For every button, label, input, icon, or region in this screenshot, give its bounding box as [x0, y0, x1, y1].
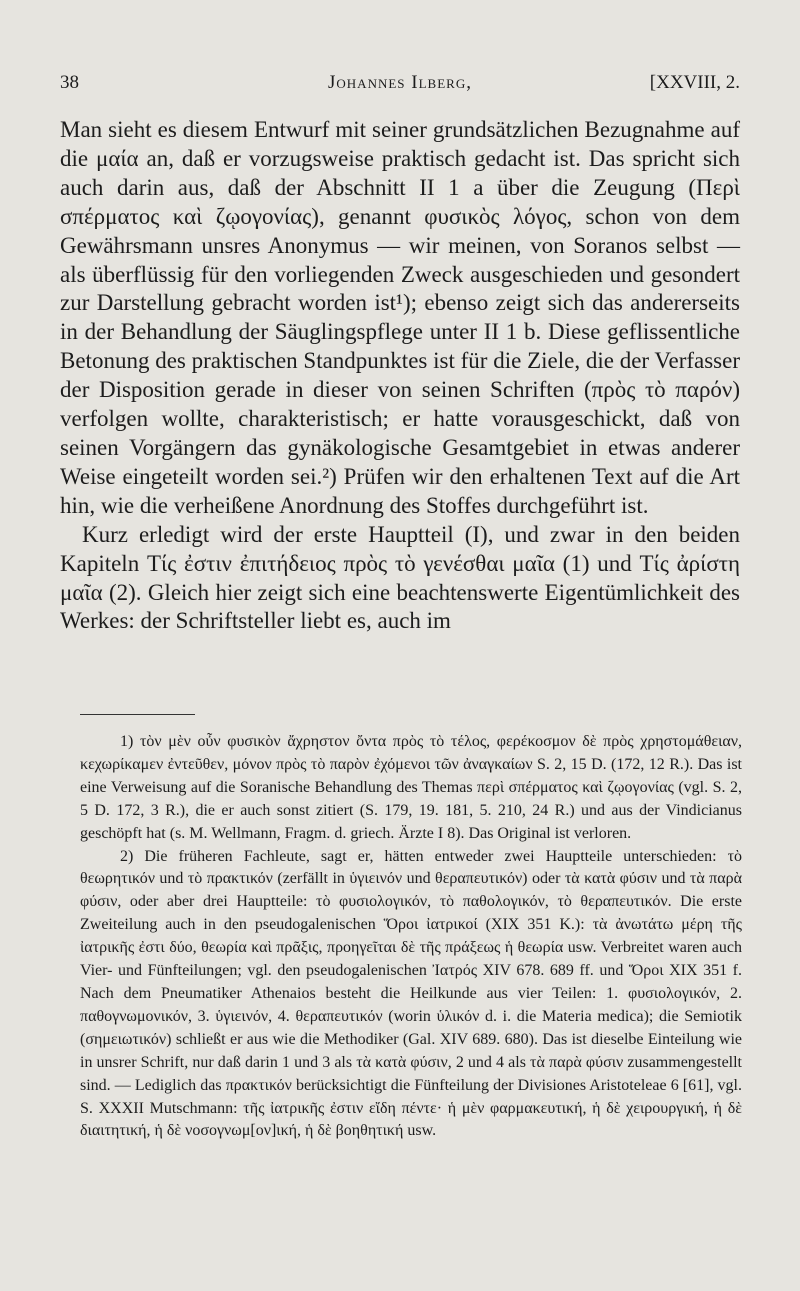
- footnote-2: 2) Die früheren Fachleute, sagt er, hätten entweder zwei Hauptteile unterschieden: τὸ θεωρητικόν und τὸ πρακτικόν (zerfällt in ὑγιεινόν und θεραπευτικόν) oder τὰ κατὰ φύσιν und τὰ παρὰ φύσιν, oder aber drei Hauptteile: τὸ φυσιολογικόν, τὸ παθολογικόν, τὸ θεραπευτικόν. Die erste Zweiteilung auch in den pseudogalenischen Ὅροι ἰατρικοί (XIX 351 K.): τὰ ἀνωτάτω μέρη τῆς ἰατρικῆς ἐστι δύο, θεωρία καὶ πρᾶξις, προηγεῖται δὲ τῆς πράξεως ἡ θεωρία usw. Verbreitet waren auch Vier- und Fünfteilungen; vgl. den pseudogalenischen Ἰατρός XIV 678. 689 ff. und Ὅροι XIX 351 f. Nach dem Pneumatiker Athenaios besteht die Heilkunde aus vier Teilen: 1. φυσιολογικόν, 2. παθογνωμονικόν, 3. ὑγιεινόν, 4. θεραπευτικόν (worin ὑλικόν d. i. die Materia medica); die Semiotik (σημειωτικόν) schließt er aus wie die Methodiker (Gal. XIV 689. 680). Das ist dieselbe Einteilung wie in unsrer Schrift, nur daß darin 1 und 3 als τὰ κατὰ φύσιν, 2 und 4 als τὰ παρὰ φύσιν zusammengestellt sind. — Lediglich das πρακτικόν berücksichtigt die Fünfteilung der Divisiones Aristoteleae 6 [61], vgl. S. XXXII Mutschmann: τῆς ἰατρικῆς ἐστιν εἴδη πέντε· ἡ μὲν φαρμακευτική, ἡ δὲ χειρουργική, ἡ δὲ διαιτητική, ἡ δὲ νοσογνωμ[ον]ική, ἡ δὲ βοηθητική usw.: [80, 847, 742, 1140]
- footnotes: [80, 731, 742, 1143]
- running-header: [60, 72, 740, 102]
- page-number: 38: [60, 72, 79, 93]
- footnote-1: 1) τὸν μὲν οὖν φυσικὸν ἄχρηστον ὄντα πρὸς τὸ τέλος, φερέκοσμον δὲ πρὸς χρηστομάθειαν, κεχωρίκαμεν ἐντεῦθεν, μόνον πρὸς τὸ παρὸν ἐχόμενοι τῶν ἀναγκαίων S. 2, 15 D. (172, 12 R.). Das ist eine Verweisung auf die Soranische Behandlung des Themas περὶ σπέρματος καὶ ζῳογονίας (vgl. S. 2, 5 D. 172, 3 R.), die er auch sonst zitiert (S. 179, 19. 181, 5. 210, 24 R.) und aus der Vindicianus geschöpft hat (s. M. Wellmann, Fragm. d. griech. Ärzte I 8). Das Original ist verloren.: [80, 733, 742, 842]
- running-title: Johannes Ilberg,: [328, 72, 472, 93]
- footnote-divider: [80, 714, 195, 715]
- volume-reference: [XXVIII, 2.: [649, 72, 740, 93]
- main-text: [60, 116, 740, 636]
- paragraph: Kurz erledigt wird der erste Hauptteil (I), und zwar in den beiden Kapiteln Τίς ἐστιν ἐπιτήδειος πρὸς τὸ γενέσθαι μαῖα (1) und Τίς ἀρίστη μαῖα (2). Gleich hier zeigt sich eine beachtenswerte Eigentümlichkeit des Werkes: der Schriftsteller liebt es, auch im: [60, 521, 740, 634]
- paragraph: Man sieht es diesem Entwurf mit seiner grundsätzlichen Bezugnahme auf die μαία an, daß er vorzugsweise praktisch gedacht ist. Das spricht sich auch darin aus, daß der Abschnitt II 1 a über die Zeugung (Περὶ σπέρματος καὶ ζῳογονίας), genannt φυσικὸς λόγος, schon von dem Gewährsmann unsres Anonymus — wir meinen, von Soranos selbst — als überflüssig für den vorliegenden Zweck ausgeschieden und gesondert zur Darstellung gebracht worden ist¹); ebenso zeigt sich das andererseits in der Behandlung der Säuglingspflege unter II 1 b. Diese geflissentliche Betonung des praktischen Standpunktes ist für die Ziele, die der Verfasser der Disposition gerade in dieser von seinen Schriften (πρὸς τὸ παρόν) verfolgen wollte, charakteristisch; er hatte vorausgeschickt, daß von seinen Vorgängern das gynäkologische Gesamtgebiet in etwas anderer Weise eingeteilt worden sei.²) Prüfen wir den erhaltenen Text auf die Art hin, wie die verheißene Anordnung des Stoffes durchgeführt ist.: [60, 117, 740, 518]
